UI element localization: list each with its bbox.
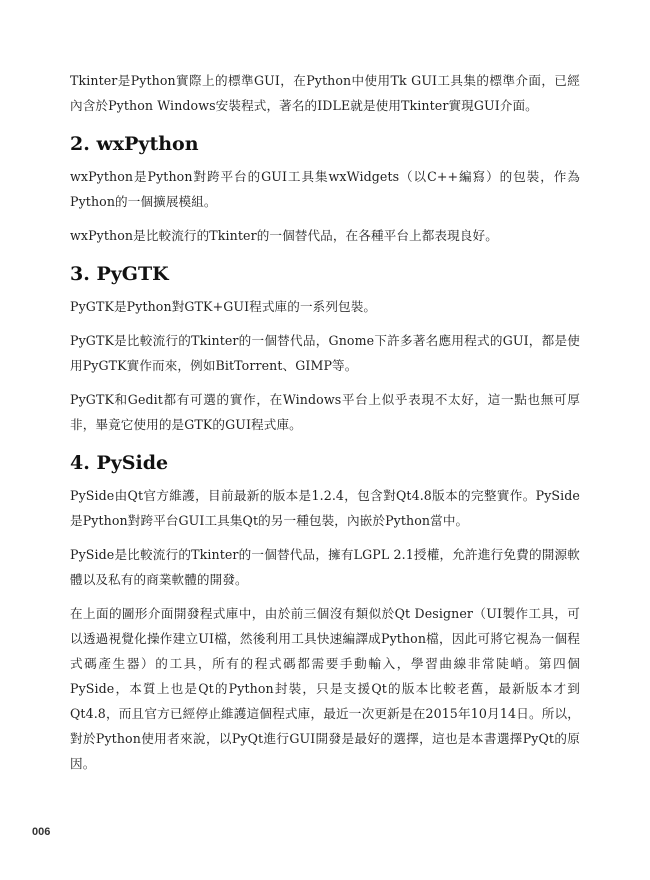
pygtk-paragraph-2: PyGTK是比較流行的Tkinter的一個替代品，Gnome下許多著名應用程式的GUI，都是使用PyGTK實作而來，例如BitTorrent、GIMP等。 bbox=[70, 333, 580, 373]
page-number: 006 bbox=[32, 826, 51, 838]
pyside-paragraph-1: PySide由Qt官方維護，目前最新的版本是1.2.4，包含對Qt4.8版本的完整實作。PySide是Python對跨平台GUI工具集Qt的另一種包裝，內嵌於Python當中。 bbox=[70, 488, 580, 528]
pyside-paragraph-2: PySide是比較流行的Tkinter的一個替代品，擁有LGPL 2.1授權，允許進行免費的開源軟體以及私有的商業軟體的開發。 bbox=[70, 547, 580, 587]
intro-paragraph: Tkinter是Python實際上的標準GUI，在Python中使用Tk GUI工具集的標準介面，已經內含於Python Windows安裝程式，著名的IDLE就是使用Tkinter實現GUI介面。 bbox=[70, 73, 580, 113]
section-heading-pygtk: 3. PyGTK bbox=[70, 263, 169, 285]
section-heading-wxpython: 2. wxPython bbox=[70, 133, 199, 155]
page-content bbox=[70, 68, 580, 785]
wxpython-paragraph-2: wxPython是比較流行的Tkinter的一個替代品，在各種平台上都表現良好。 bbox=[70, 228, 498, 243]
pyside-paragraph-3: 在上面的圖形介面開發程式庫中，由於前三個沒有類似於Qt Designer（UI製作工具，可以透過視覺化操作建立UI檔，然後利用工具快速編譯成Python檔，因此可將它視為一個程式碼產生器）的工具，所有的程式碼都需要手動輸入，學習曲線非常陡峭。第四個PySide，本質上也是Qt的Python封裝，只是支援Qt的版本比較老舊，最新版本才到Qt4.8，而且官方已經停止維護這個程式庫，最近一次更新是在2015年10月14日。所以，對於Python使用者來說，以PyQt進行GUI開發是最好的選擇，這也是本書選擇PyQt的原因。 bbox=[70, 606, 580, 771]
wxpython-paragraph-1: wxPython是Python對跨平台的GUI工具集wxWidgets（以C++編寫）的包裝，作為Python的一個擴展模組。 bbox=[70, 169, 580, 209]
pygtk-paragraph-3: PyGTK和Gedit都有可選的實作，在Windows平台上似乎表現不太好，這一點也無可厚非，畢竟它使用的是GTK的GUI程式庫。 bbox=[70, 392, 580, 432]
pygtk-paragraph-1: PyGTK是Python對GTK+GUI程式庫的一系列包裝。 bbox=[70, 299, 377, 314]
section-heading-pyside: 4. PySide bbox=[70, 452, 169, 474]
